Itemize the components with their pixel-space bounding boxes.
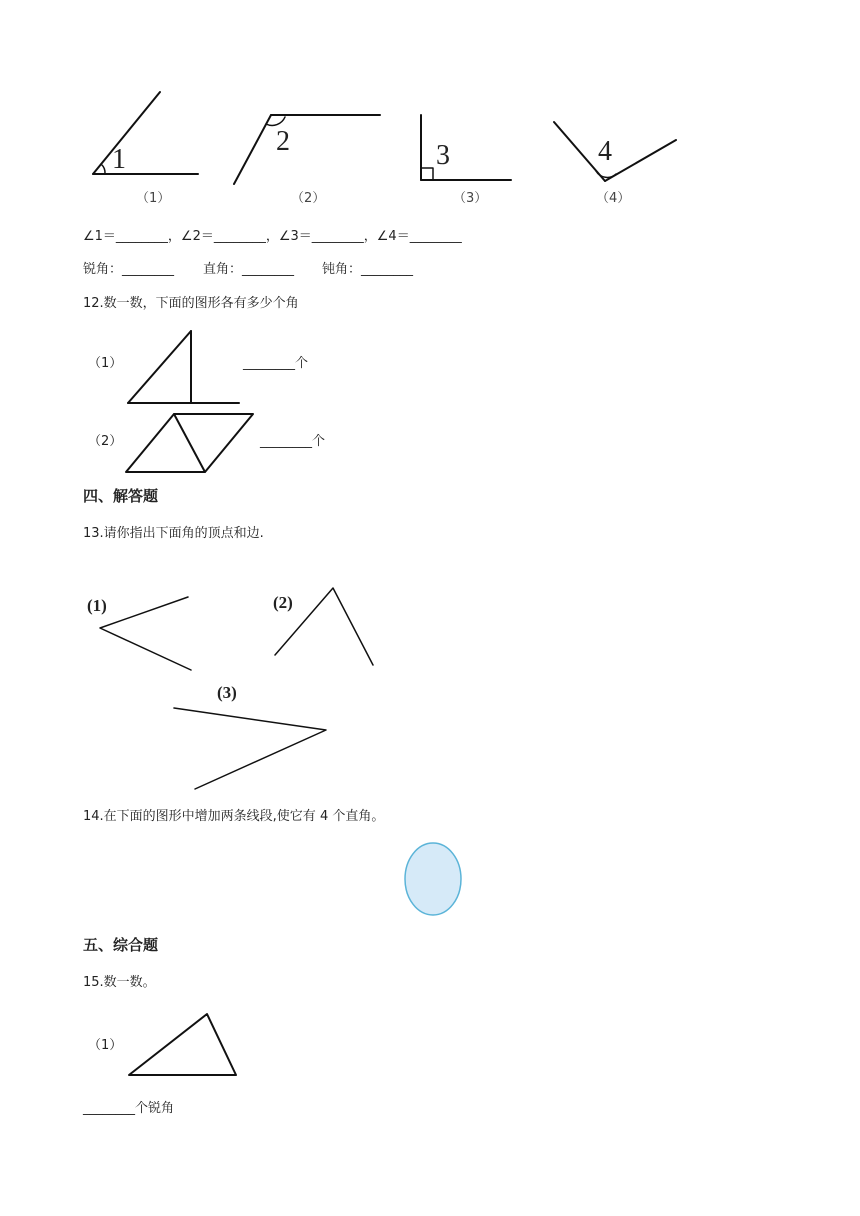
q15-title: 15.数一数。: [83, 975, 156, 990]
q11-right-blank: 直角：________: [203, 262, 295, 277]
q13-label-3: (3): [217, 683, 237, 702]
q13-label-1: (1): [87, 596, 107, 615]
q11-measure-line: ∠1＝________，∠2＝________，∠3＝________，∠4＝________: [83, 229, 462, 244]
q11-acute-blank: 锐角：________: [83, 262, 175, 277]
q15-item1-answer: ________个锐角: [83, 1101, 175, 1116]
angle-caption-3: （3）: [453, 191, 488, 206]
angle-caption-1: （1）: [136, 191, 171, 206]
q12-item2-label: （2）: [88, 434, 123, 449]
q15-item1-label: （1）: [88, 1038, 123, 1053]
q12-title: 12.数一数，下面的图形各有多少个角: [83, 296, 299, 311]
q12-item2-answer: ________个: [260, 434, 326, 449]
angle-label-2: 2: [276, 126, 290, 157]
q14-title: 14.在下面的图形中增加两条线段,使它有 4 个直角。: [83, 809, 385, 824]
q12-item1-answer: ________个: [243, 356, 309, 371]
q12-item1-label: （1）: [88, 356, 123, 371]
angle-caption-4: （4）: [596, 191, 631, 206]
section-4-title: 四、解答题: [83, 487, 159, 505]
angle-caption-2: （2）: [291, 191, 326, 206]
q13-label-2: (2): [273, 593, 293, 612]
angle-label-4: 4: [598, 136, 612, 167]
angle-label-3: 3: [436, 140, 450, 171]
angle-label-1: 1: [112, 144, 126, 175]
section-5-title: 五、综合题: [83, 936, 159, 954]
q11-obtuse-blank: 钝角：________: [322, 262, 414, 277]
q13-title: 13.请你指出下面角的顶点和边.: [83, 526, 264, 541]
